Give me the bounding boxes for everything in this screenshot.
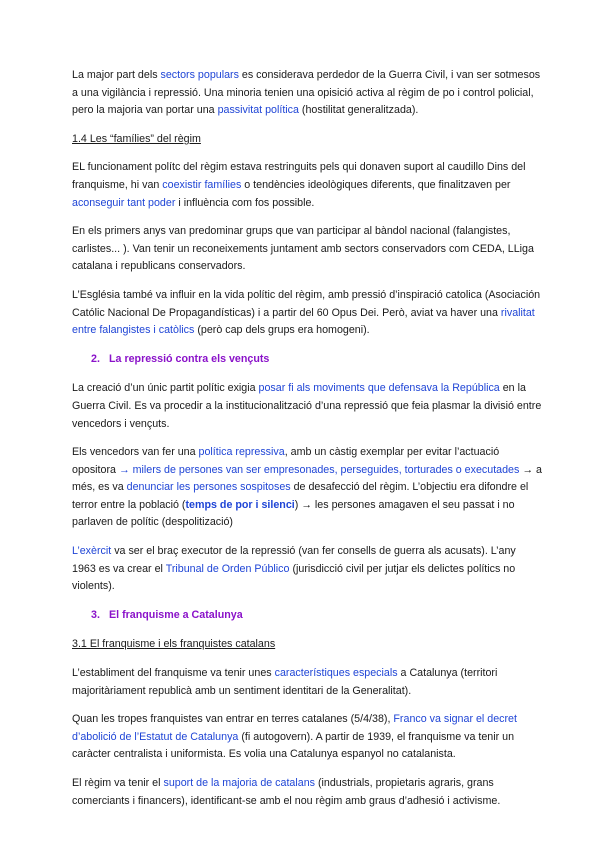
highlight-coexistir-families: coexistir famílies bbox=[162, 178, 242, 191]
highlight-temps-por: temps de por i silenci bbox=[185, 498, 295, 511]
highlight-caracteristiques: característiques especials bbox=[274, 667, 398, 680]
document-page bbox=[72, 67, 542, 821]
highlight-aconseguir-poder: aconseguir tant poder bbox=[72, 196, 176, 209]
highlight-tribunal: Tribunal de Orden Público bbox=[165, 562, 290, 575]
highlight-passivitat-politica: passivitat política bbox=[217, 104, 299, 117]
highlight-sectors-populars: sectors populars bbox=[160, 69, 239, 81]
highlight-rivalitat: rivalitat entre falangistes i catòlics bbox=[72, 306, 535, 337]
section-heading-repressio: 2. La repressió contra els vençuts bbox=[91, 352, 270, 365]
paragraph-establishment: L’establiment del franquisme va tenir unes característiques especials a Catalunya (territori majoritàriament republicà amb un sentiment identitari de la Generalitat). bbox=[72, 667, 498, 697]
highlight-politica-repressiva: política repressiva bbox=[198, 446, 285, 459]
paragraph-single-party: La creació d’un únic partit polític exigia posar fi als moviments que defensava la República en la Guerra Civil. Es va procedir a la institucionalització d’una repressió que feia plasmar la divisió entre vencedors i vençuts. bbox=[72, 382, 542, 430]
paragraph-popular-sectors: La major part dels sectors populars es considerava perdedor de la Guerra Civil, i van ser sotmesos a una vigilància i repressió. Una minoria tenien una opisició activa al règim de po i control policial, pero la majoria van portar una passivitat política (hostilitat generalitzada). bbox=[72, 69, 541, 117]
paragraph-regime-functioning: EL funcionament polítc del règim estava restringuits pels qui donaven suport al caudillo Dins del franquisme, hi van coexistir famílies o tendències ideològiques diferents, que finalitzaven per aconseguir tant poder i influència com fos possible. bbox=[72, 161, 526, 209]
paragraph-support: El règim va tenir el suport de la majoria de catalans (industrials, propietaris agraris, grans comerciants i financers), identificant-se amb el nou règim amb graus d’adhesió i activisme. bbox=[72, 777, 501, 807]
subheading-franquistes-catalans: 3.1 El franquisme i els franquistes catalans bbox=[72, 638, 276, 651]
paragraph-early-groups: En els primers anys van predominar grups que van participar al bàndol nacional (falangistes, carlistes... ). Van tenir un reconeixements juntament amb sectors conservadors com CEDA, LLiga catalana i republicans conservadors. bbox=[72, 225, 534, 273]
highlight-exercit: L’exèrcit bbox=[72, 545, 112, 558]
subheading-families: 1.4 Les “famílies” del règim bbox=[72, 132, 201, 145]
paragraph-abolition: Quan les tropes franquistes van entrar en terres catalanes (5/4/38), Franco va signar el decret d’abolició de l’Estatut de Catalunya (fi autogovern). A partir de 1939, el franquisme va tenir un caràcter centralista i uniformista. Es volia una Catalunya espanyol no catalanista. bbox=[72, 713, 517, 761]
highlight-suport: suport de la majoria de catalans bbox=[163, 777, 315, 789]
paragraph-repressive-policy: Els vencedors van fer una política repressiva, amb un càstig exemplar per evitar l’actuació opositora → milers de persones van ser empresonades, perseguides, torturades o executades → a més, es va denunciar les persones sospitoses de desafecció del règim. L’objectiu era difondre el terror entre la població (temps de por i silenci) → les persones amagaven el seu passat i no parlaven de polític (despolitizació) bbox=[72, 446, 542, 529]
highlight-milers-persones: → milers de persones van ser empresonades, perseguides, torturades o executades bbox=[118, 463, 520, 476]
highlight-denunciar: denunciar les persones sospitoses bbox=[126, 481, 291, 494]
highlight-posar-fi: posar fi als moviments que defensava la República bbox=[258, 382, 500, 395]
paragraph-army: L’exèrcit va ser el braç executor de la repressió (van fer consells de guerra als acusats). L’any 1963 es va crear el Tribunal de Orden Público (jurisdicció civil per jutjar els delictes polítics no violents). bbox=[72, 545, 516, 593]
highlight-decret-abolicio: Franco va signar el decret d’abolició de l’Estatut de Catalunya bbox=[72, 713, 517, 743]
paragraph-church: L’Església també va influir en la vida polític del règim, amb pressió d’inspiració catolica (Asociación Católic Nacional De Propagandísticas) i a partir del 60 Opus Dei. Però, aviat va haver una rivalitat entre falangistes i catòlics (però cap dels grups era homogeni). bbox=[72, 288, 541, 337]
section-heading-catalunya: 3. El franquisme a Catalunya bbox=[91, 608, 243, 621]
